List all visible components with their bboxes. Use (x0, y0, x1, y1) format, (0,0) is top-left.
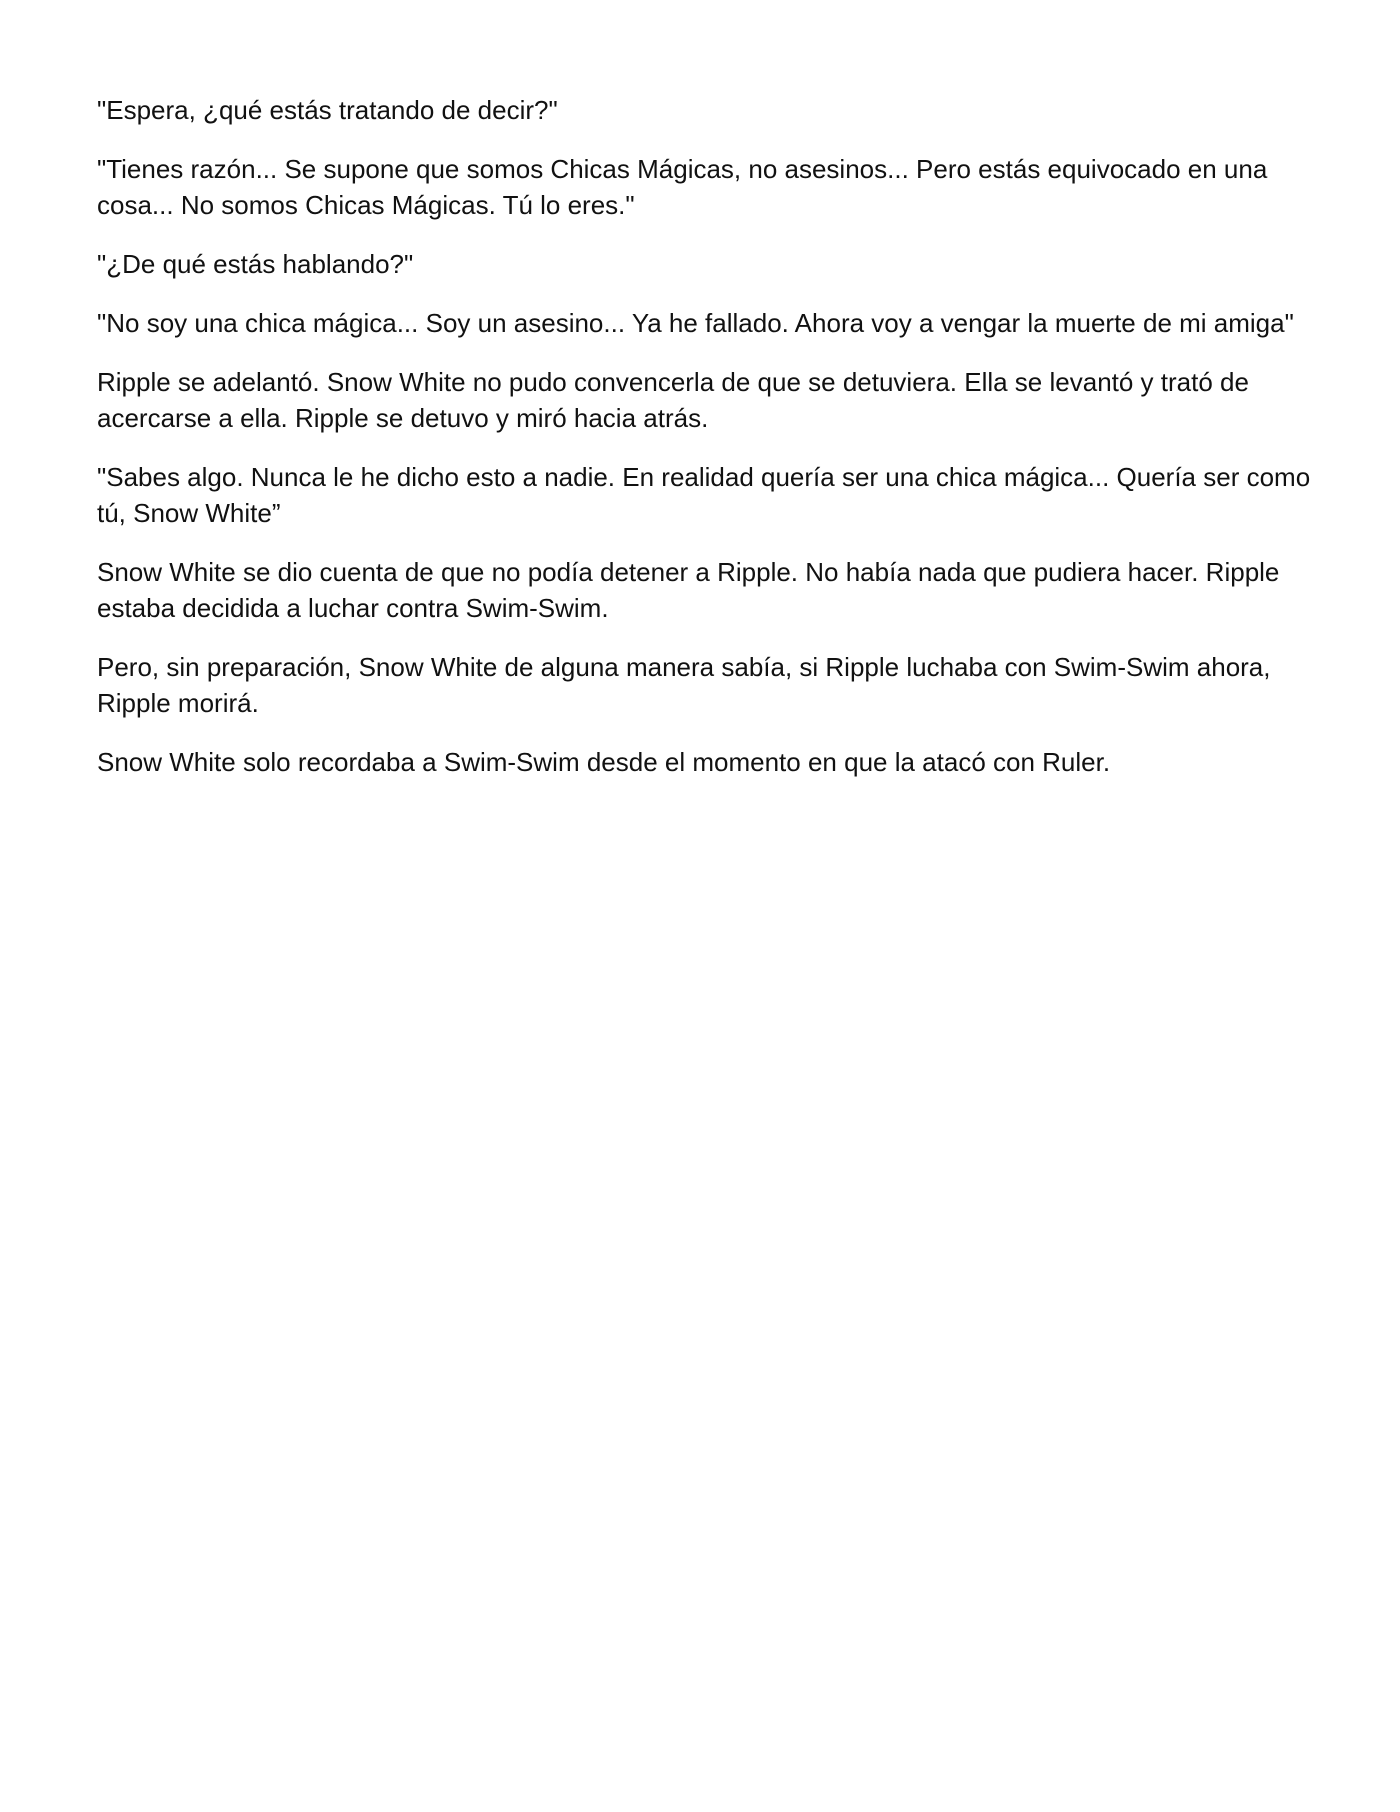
paragraph: "Tienes razón... Se supone que somos Chicas Mágicas, no asesinos... Pero estás equivocado en una cosa... No somos Chicas Mágicas. Tú lo eres." (97, 154, 1268, 220)
paragraph: Pero, sin preparación, Snow White de alguna manera sabía, si Ripple luchaba con Swim-Swim ahora, Ripple morirá. (97, 652, 1271, 718)
document-body (97, 92, 1312, 803)
paragraph: Ripple se adelantó. Snow White no pudo convencerla de que se detuviera. Ella se levantó y trató de acercarse a ella. Ripple se detuvo y miró hacia atrás. (97, 367, 1249, 433)
paragraph: Snow White solo recordaba a Swim-Swim desde el momento en que la atacó con Ruler. (97, 747, 1111, 777)
paragraph: "¿De qué estás hablando?" (97, 249, 414, 279)
paragraph: "No soy una chica mágica... Soy un asesino... Ya he fallado. Ahora voy a vengar la muerte de mi amiga" (97, 308, 1294, 338)
paragraph: Snow White se dio cuenta de que no podía detener a Ripple. No había nada que pudiera hacer. Ripple estaba decidida a luchar contra Swim-Swim. (97, 557, 1280, 623)
paragraph: "Sabes algo. Nunca le he dicho esto a nadie. En realidad quería ser una chica mágica... Quería ser como tú, Snow White” (97, 462, 1311, 528)
paragraph: "Espera, ¿qué estás tratando de decir?" (97, 95, 558, 125)
